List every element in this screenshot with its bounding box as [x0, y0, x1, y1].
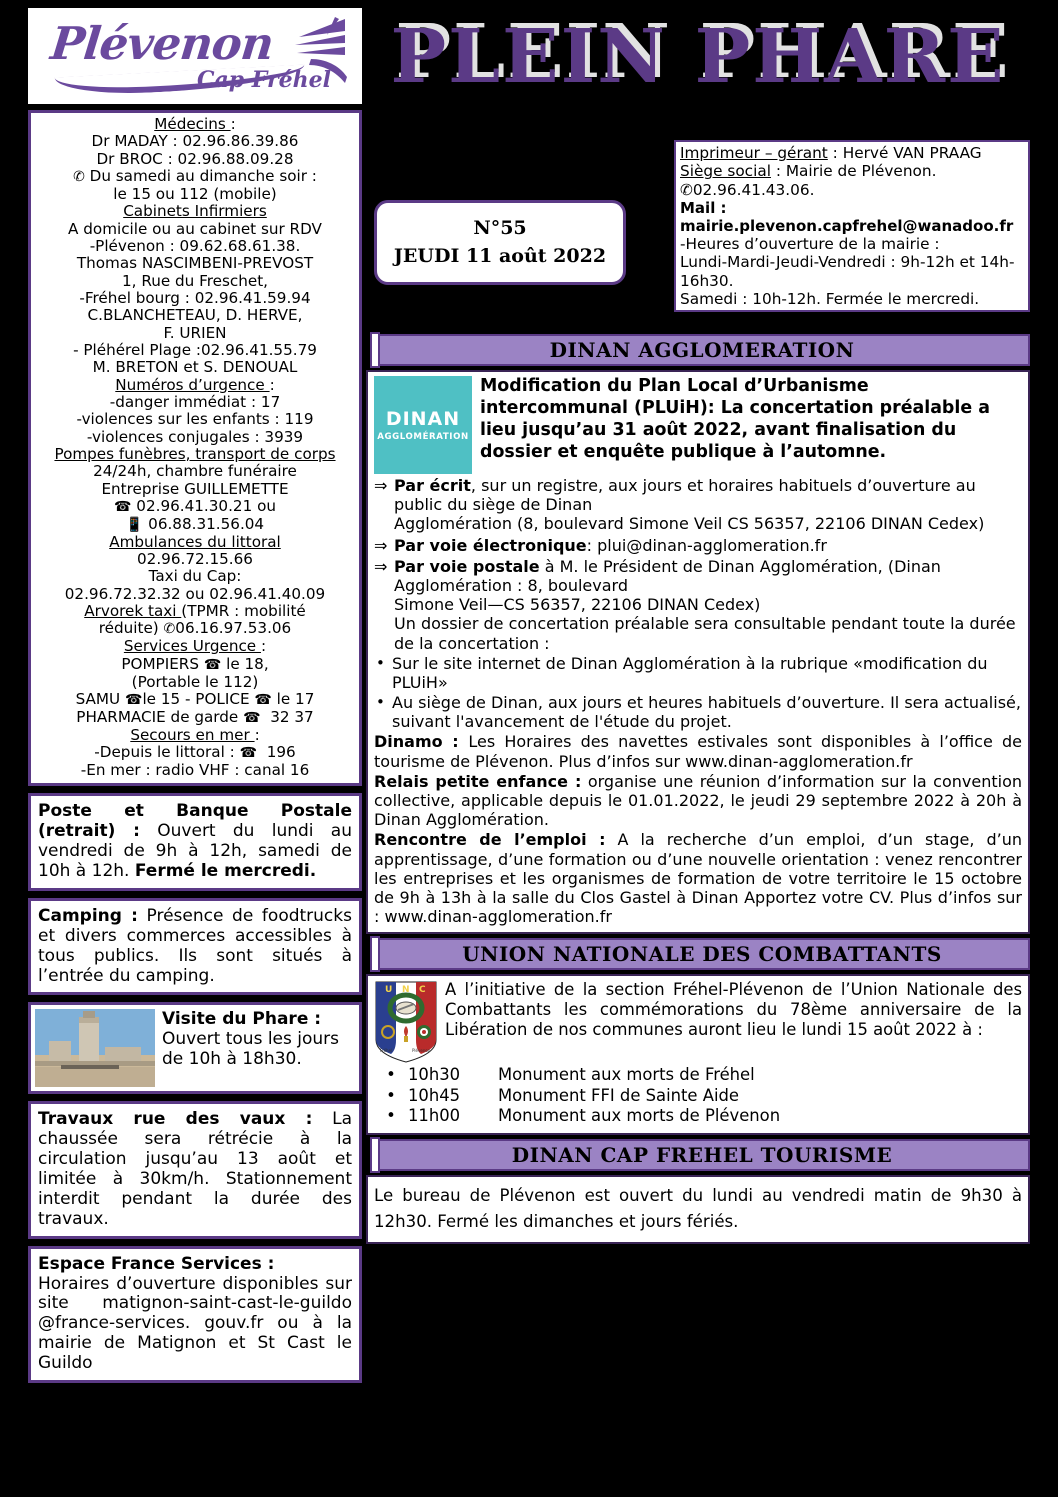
arvorek-heading: Arvorek taxi (TPMR : mobilité [84, 602, 306, 621]
visite-phare-text [162, 1009, 355, 1069]
secours-vhf-line: -En mer : radio VHF : canal 16 [80, 761, 310, 780]
samu-police-line: SAMU ☎le 15 - POLICE ☎ le 17 [75, 689, 315, 708]
services-urgence-heading: Services Urgence : [123, 637, 267, 656]
weekend-duty-number: le 15 ou 112 (mobile) [113, 184, 277, 203]
travaux-box-title: Travaux rue des vaux : [38, 1109, 313, 1130]
imprint-hours-saturday: Samedi : 10h-12h. Fermée le mercredi. [680, 290, 980, 309]
poste-box-text: Ouvert du lundi au vendredi de 9h à 12h, samedi de 10h à 12h. [38, 821, 352, 882]
logo-tagline: Cap Fréhel [197, 67, 331, 93]
logo-town-name: Plévenon [48, 17, 276, 70]
efs-box-title: Espace France Services : [38, 1253, 275, 1274]
telephone-icon: ☎ [124, 691, 143, 708]
phone-icon: ✆ [163, 621, 176, 638]
issue-info-row [366, 140, 1030, 330]
visite-phare-box [28, 1002, 362, 1094]
imprint-printer: Imprimeur – gérant : Hervé VAN PRAAG [680, 144, 982, 162]
imprint-hours-week: Lundi-Mardi-Jeudi-Vendredi : 9h-12h et 14h-16h30. [680, 253, 1015, 290]
arrow-icon: ⇒ [374, 556, 388, 576]
mobile-phone-icon: 📱 [125, 516, 144, 533]
masthead [366, 8, 1030, 138]
ambulances-phone: 02.96.72.15.66 [137, 550, 253, 569]
imprint-mail-address: mairie.plevenon.capfrehel@wanadoo.fr [680, 217, 1014, 236]
section-body-tourisme: Le bureau de Plévenon est ouvert du lundi au vendredi matin de 9h30 à 12h30. Fermé les dimanches et jours fériés. [366, 1175, 1030, 1244]
pompiers-portable: (Portable le 112) [131, 672, 259, 691]
pompes-phone-2: 📱 06.88.31.56.04 [125, 514, 265, 533]
camping-box-text: Présence de foodtrucks et divers commerces accessibles à tous publics. Ils sont situés à l’entrée du camping. [38, 905, 352, 986]
svg-text:Fréhel: Fréhel [380, 1048, 393, 1054]
page-title: PLEIN PHARE [390, 14, 1006, 100]
right-column [366, 8, 1030, 1244]
telephone-icon: ☎ [239, 745, 258, 762]
pluih-channel-electronique: ⇒ Par voie électronique: plui@dinan-agglomeration.fr [374, 535, 827, 555]
cabinet-line-1: -Plévenon : 09.62.68.61.38. [89, 236, 301, 255]
arrow-icon: ⇒ [374, 476, 388, 495]
pharmacie-line: PHARMACIE de garde ☎ 32 37 [76, 707, 314, 726]
ambulances-heading: Ambulances du littoral [109, 532, 281, 551]
cabinet-line-4: -Fréhel bourg : 02.96.41.59.94 [79, 288, 311, 307]
dinan-intro [374, 376, 1022, 474]
urgence-line-1: -violences sur les enfants : 119 [76, 410, 314, 429]
imprint-box [674, 140, 1030, 312]
medecins-heading: Médecins : [154, 115, 236, 133]
relais-petite-enfance-paragraph: Relais petite enfance : organise une réunion d’information sur la convention collective, applicable depuis le 01.01.2022, le jeudi 29 septembre 2022 à 20h à Dinan Agglomération. [374, 771, 1023, 830]
lighthouse-rays-icon [265, 15, 349, 85]
poste-box-title: Poste et Banque Postale (retrait) : [38, 801, 352, 842]
phone-icon: ✆ [73, 168, 85, 185]
unc-announcement-text: A l’initiative de la section Fréhel-Plévenon de l’Union Nationale des Combattants les commémorations du 78ème anniversaire de la Libération de nos communes auront lieu le lundi 15 août 2022 à : [445, 980, 1022, 1039]
efs-box-text: Horaires d’ouverture disponibles sur site matignon-saint-cast-le-guildo @france-services. gouv.fr ou à la mairie de Matignon et St Cast le Guildo [38, 1273, 352, 1374]
camping-box [28, 898, 362, 996]
unc-event-row: • 11h00 Monument aux morts de Plévenon [374, 1106, 1022, 1127]
cabinet-line-5: C.BLANCHETEAU, D. HERVE, [87, 306, 303, 325]
cabinet-line-3: 1, Rue du Freschet, [122, 271, 268, 290]
visite-phare-hours: Ouvert tous les jours de 10h à 18h30. [162, 1029, 340, 1069]
taxi-phone: 02.96.72.32.32 ou 02.96.41.40.09 [64, 584, 326, 603]
bullet-icon: • [376, 653, 385, 672]
lighthouse-photo [35, 1009, 155, 1087]
imprint-office: Siège social : Mairie de Plévenon. [680, 162, 937, 181]
urgence-heading: Numéros d’urgence : [115, 375, 275, 394]
section-body-unc [366, 974, 1030, 1135]
dinan-agglomeration-logo: DINAN AGGLOMÉRATION [374, 376, 472, 474]
secours-littoral-line: -Depuis le littoral : ☎ 196 [94, 743, 296, 762]
svg-text:U: U [385, 985, 393, 996]
rencontre-emploi-paragraph: Rencontre de l’emploi : A la recherche d’un emploi, d’un stage, d’un apprentissage, d’une formation ou d’une nouvelle orientation : venez rencontrer les entreprises et les organismes de formation de votre territoire le 15 octobre de 9h à 13h à la salle du Clos Gastel à Dinan Apportez votre CV. Plus d’infos sur : www.dinan-agglomeration.fr [374, 830, 1023, 927]
svg-text:Plévenon: Plévenon [412, 1048, 431, 1054]
bullet-icon: • [386, 1085, 396, 1105]
telephone-icon: ☎ [243, 709, 261, 726]
arvorek-phone: réduite) ✆06.16.97.53.06 [98, 619, 292, 638]
poste-box-note: Fermé le mercredi. [134, 861, 317, 882]
telephone-icon: ☎ [203, 656, 222, 673]
unc-events-list [374, 1065, 1022, 1127]
cabinets-heading: Cabinets Infirmiers [123, 202, 267, 221]
espace-france-services-box [28, 1246, 362, 1383]
cabinet-line-7: - Pléhérel Plage :02.96.41.55.79 [73, 340, 317, 359]
unc-event-row: • 10h45 Monument FFI de Sainte Aide [374, 1086, 1022, 1107]
unc-event-row: • 10h30 Monument aux morts de Fréhel [374, 1065, 1022, 1086]
pompes-funebres-heading: Pompes funèbres, transport de corps [54, 444, 336, 463]
issue-number: N°55 [473, 217, 527, 239]
urgence-line-2: -violences conjugales : 3939 [86, 427, 304, 446]
svg-text:C: C [419, 985, 426, 996]
phone-icon: ✆ [680, 180, 693, 199]
imprint-hours-intro: -Heures d’ouverture de la mairie : [680, 235, 940, 254]
telephone-icon: ☎ [254, 691, 272, 708]
pluih-channel-ecrit: ⇒ Par écrit, sur un registre, aux jours et horaires habituels d’ouverture au public du siège de Dinan Agglomération (8, boulevard Simone Veil CS 56357, 22106 DINAN Cedex) [374, 476, 985, 534]
pompes-line-1: Entreprise GUILLEMETTE [101, 479, 289, 498]
arrow-icon: ⇒ [374, 535, 388, 555]
left-column [28, 8, 362, 1383]
imprint-mail-label: Mail : [680, 199, 727, 218]
pluih-channel-postale: ⇒ Par voie postale à M. le Président de Dinan Agglomération, (Dinan Agglomération : 8, boulevard Simone Veil—CS 56357, 22106 DINAN Cedex) Un dossier de concertation préalable sera consultable pendant toute la durée de la concertation : [374, 557, 1022, 653]
pompiers-line: POMPIERS ☎ le 18, [121, 654, 269, 673]
cabinet-line-2: Thomas NASCIMBENI-PREVOST [76, 254, 314, 273]
pompes-phone-1: ☎ 02.96.41.30.21 ou [114, 496, 276, 515]
dossier-intro: Un dossier de concertation préalable sera consultable pendant toute la durée de la concertation : [394, 614, 1016, 653]
bullet-icon: • [386, 1106, 396, 1126]
bullet-icon: • [376, 693, 385, 712]
dinamo-paragraph: Dinamo : Les Horaires des navettes estivales sont disponibles à l’office de tourisme de Plévenon. Plus d’infos sur www.dinan-agglomeration.fr [374, 732, 1023, 771]
bullet-icon: • [386, 1065, 396, 1085]
travaux-box-text: La chaussée sera rétrécie à la circulation jusqu’au 13 août et limitée à 30km/h. Stationnement interdit pendant la durée des travaux. [38, 1109, 352, 1229]
taxi-heading: Taxi du Cap: [148, 567, 242, 586]
pluih-title: Modification du Plan Local d’Urbanisme intercommunal (PLUiH): La concertation préalable a lieu jusqu’au 31 août 2022, avant finalisation du dossier et enquête publique à l’automne. [480, 376, 990, 462]
section-body-dinan [366, 370, 1030, 934]
visite-phare-title: Visite du Phare : [162, 1009, 322, 1030]
cabinet-line-0: A domicile ou au cabinet sur RDV [68, 219, 322, 238]
medecin-line-1: Dr MADAY : 02.96.86.39.86 [91, 132, 299, 151]
secours-mer-heading: Secours en mer : [130, 725, 260, 744]
issue-date: JEUDI 11 août 2022 [393, 244, 607, 267]
emergency-contacts-box [28, 110, 362, 786]
dossier-bullet-2: • Au siège de Dinan, aux jours et heures habituels d’ouverture. Il sera actualisé, suivant l'avancement de l'étude du projet. [376, 693, 1021, 732]
camping-box-title: Camping : [38, 905, 138, 926]
section-header-unc: UNION NATIONALE DES COMBATTANTS [374, 938, 1030, 970]
pompes-line-0: 24/24h, chambre funéraire [93, 462, 297, 481]
telephone-icon: ☎ [114, 498, 132, 515]
weekend-duty-line: ✆ Du samedi au dimanche soir : [73, 166, 317, 185]
cabinet-line-8: M. BRETON et S. DENOUAL [92, 358, 298, 377]
plevenon-logo [28, 8, 362, 104]
section-header-dinan: DINAN AGGLOMERATION [374, 334, 1030, 366]
section-header-tourisme: DINAN CAP FREHEL TOURISME [374, 1139, 1030, 1171]
imprint-phone: ✆02.96.41.43.06. [680, 180, 815, 199]
svg-text:N: N [402, 985, 410, 996]
issue-number-box [374, 200, 626, 285]
medecin-line-2: Dr BROC : 02.96.88.09.28 [96, 149, 294, 168]
urgence-line-0: -danger immédiat : 17 [109, 392, 281, 411]
cabinet-line-6: F. URIEN [163, 323, 227, 342]
poste-box [28, 793, 362, 891]
unc-shield-logo [374, 980, 438, 1064]
travaux-box [28, 1101, 362, 1238]
dossier-bullet-1: • Sur le site internet de Dinan Agglomération à la rubrique «modification du PLUiH» [376, 653, 988, 692]
